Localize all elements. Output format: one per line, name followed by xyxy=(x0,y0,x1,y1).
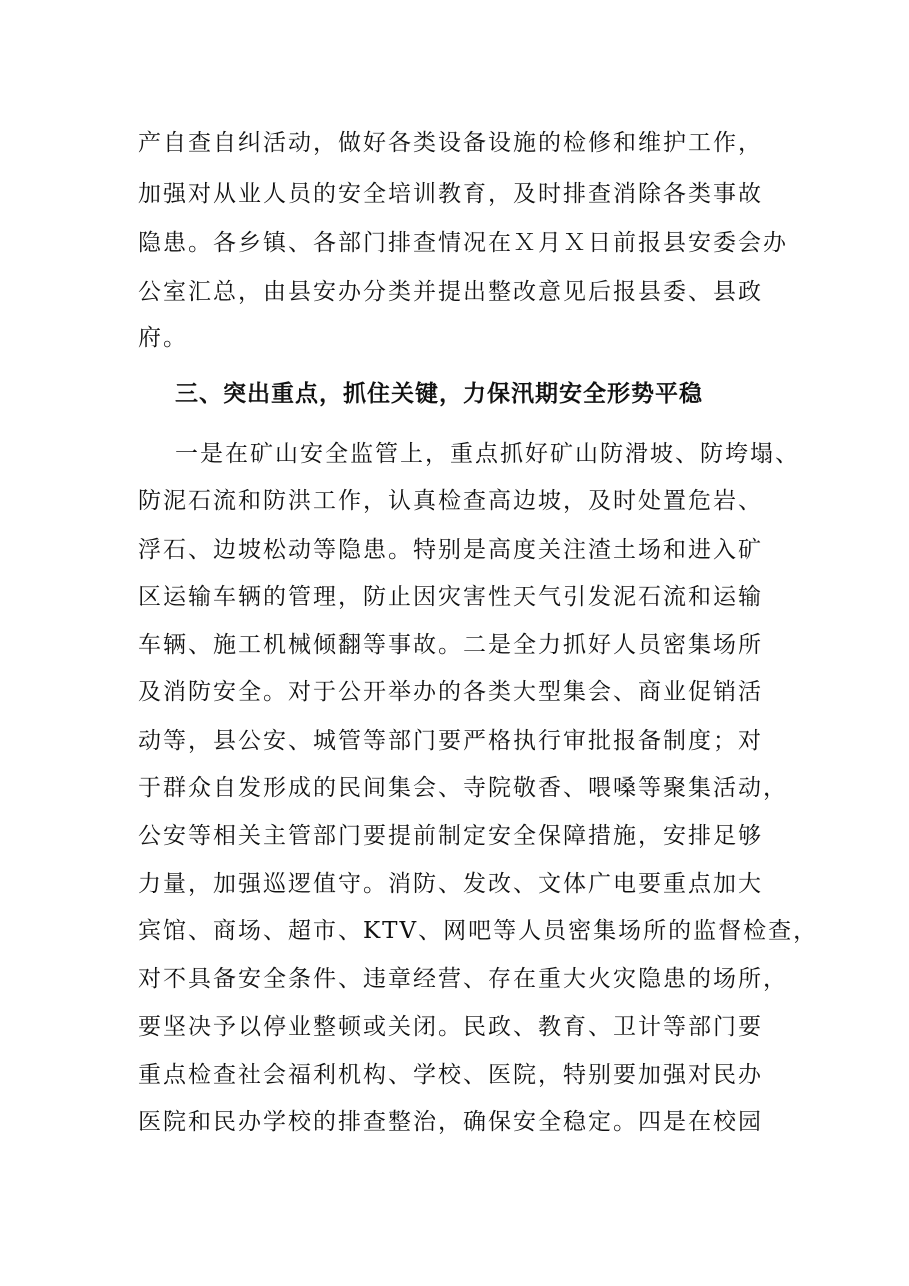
paragraph-2-line-5: 车辆、施工机械倾翻等事故。二是全力抓好人员密集场所 xyxy=(138,632,763,658)
paragraph-1-line-2: 加强对从业人员的安全培训教育，及时排查消除各类事故 xyxy=(138,181,763,207)
paragraph-2-line-2: 防泥石流和防洪工作，认真检查高边坡，及时处置危岩、 xyxy=(138,488,763,514)
paragraph-2-line-11: 宾馆、商场、超市、KTV、网吧等人员密集场所的监督检查， xyxy=(138,918,819,944)
paragraph-2-line-9: 公安等相关主管部门要提前制定安全保障措施，安排足够 xyxy=(138,823,763,849)
paragraph-2-line-4: 区运输车辆的管理，防止因灾害性天气引发泥石流和运输 xyxy=(138,584,763,610)
paragraph-2-line-6: 及消防安全。对于公开举办的各类大型集会、商业促销活 xyxy=(138,679,763,705)
paragraph-2-line-3: 浮石、边坡松动等隐患。特别是高度关注渣土场和进入矿 xyxy=(138,537,763,563)
paragraph-1-line-3: 隐患。各乡镇、各部门排查情况在Ｘ月Ｘ日前报县安委会办 xyxy=(138,230,788,256)
paragraph-1-line-1: 产自查自纠活动，做好各类设备设施的检修和维护工作， xyxy=(138,130,763,156)
paragraph-1-line-4: 公室汇总，由县安办分类并提出整改意见后报县委、县政 xyxy=(138,279,763,305)
paragraph-2-line-12: 对不具备安全条件、违章经营、存在重大火灾隐患的场所， xyxy=(138,966,788,992)
paragraph-2-line-8: 于群众自发形成的民间集会、寺院敬香、喂嗓等聚集活动， xyxy=(138,775,788,801)
paragraph-1-line-5: 府。 xyxy=(138,325,188,351)
paragraph-2-line-14: 重点检查社会福利机构、学校、医院，特别要加强对民办 xyxy=(138,1062,763,1088)
paragraph-2-line-15: 医院和民办学校的排查整治，确保安全稳定。四是在校园 xyxy=(138,1109,763,1135)
paragraph-2-line-7: 动等，县公安、城管等部门要严格执行审批报备制度；对 xyxy=(138,728,763,754)
paragraph-2-line-13: 要坚决予以停业整顿或关闭。民政、教育、卫计等部门要 xyxy=(138,1014,763,1040)
section-heading: 三、突出重点，抓住关键，力保汛期安全形势平稳 xyxy=(175,381,703,407)
paragraph-2-line-1: 一是在矿山安全监管上，重点抓好矿山防滑坡、防垮塌、 xyxy=(175,441,800,467)
paragraph-2-line-10: 力量，加强巡逻值守。消防、发改、文体广电要重点加大 xyxy=(138,871,763,897)
